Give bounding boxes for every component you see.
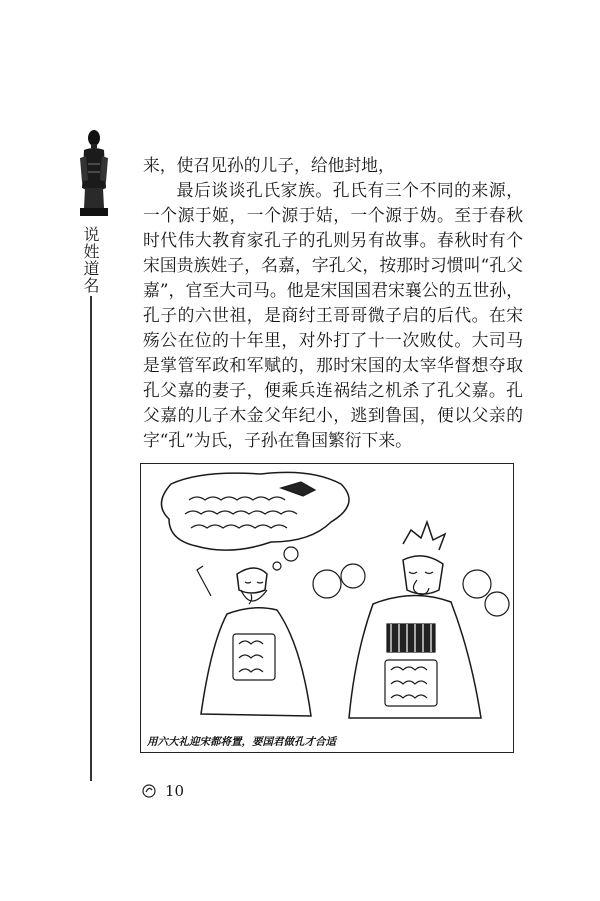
leaf-ornament-icon	[141, 783, 157, 799]
side-rule	[90, 296, 92, 781]
page-number: 10	[165, 782, 185, 800]
ink-drawing	[141, 464, 514, 753]
side-title: 说姓道名	[81, 226, 100, 294]
paragraph: 最后谈谈孔氏家族。孔氏有三个不同的来源，一个源于姬，一个源于姞，一个源于妫。至于春秋时代伟大教育家孔子的孔则另有故事。春秋时有个宋国贵族姓子，名嘉，字孔父，按那时习惯叫“孔父嘉”，官至大司马。他是宋国国君宋襄公的五世孙，孔子的六世祖，是商纣王哥哥微子启的后代。在宋殇公在位的十年里，对外打了十一次败仗。大司马是掌管军政和军赋的，那时宋国的太宰华督想夺取孔父嘉的妻子，便乘兵连祸结之机杀了孔父嘉。孔父嘉的儿子木金父年纪小，逃到鲁国，便以父亲的字“孔”为氏，子孙在鲁国繁衍下来。	[143, 180, 523, 450]
illustration	[140, 463, 514, 753]
paragraph: 来，使召见孙的儿子，给他封地，	[143, 155, 395, 175]
figure-caption: 用六大礼迎宋都将置，要国君做孔才合适	[147, 736, 336, 748]
page-footer	[141, 782, 184, 800]
statue-illustration	[76, 128, 112, 220]
body-text	[143, 153, 523, 453]
